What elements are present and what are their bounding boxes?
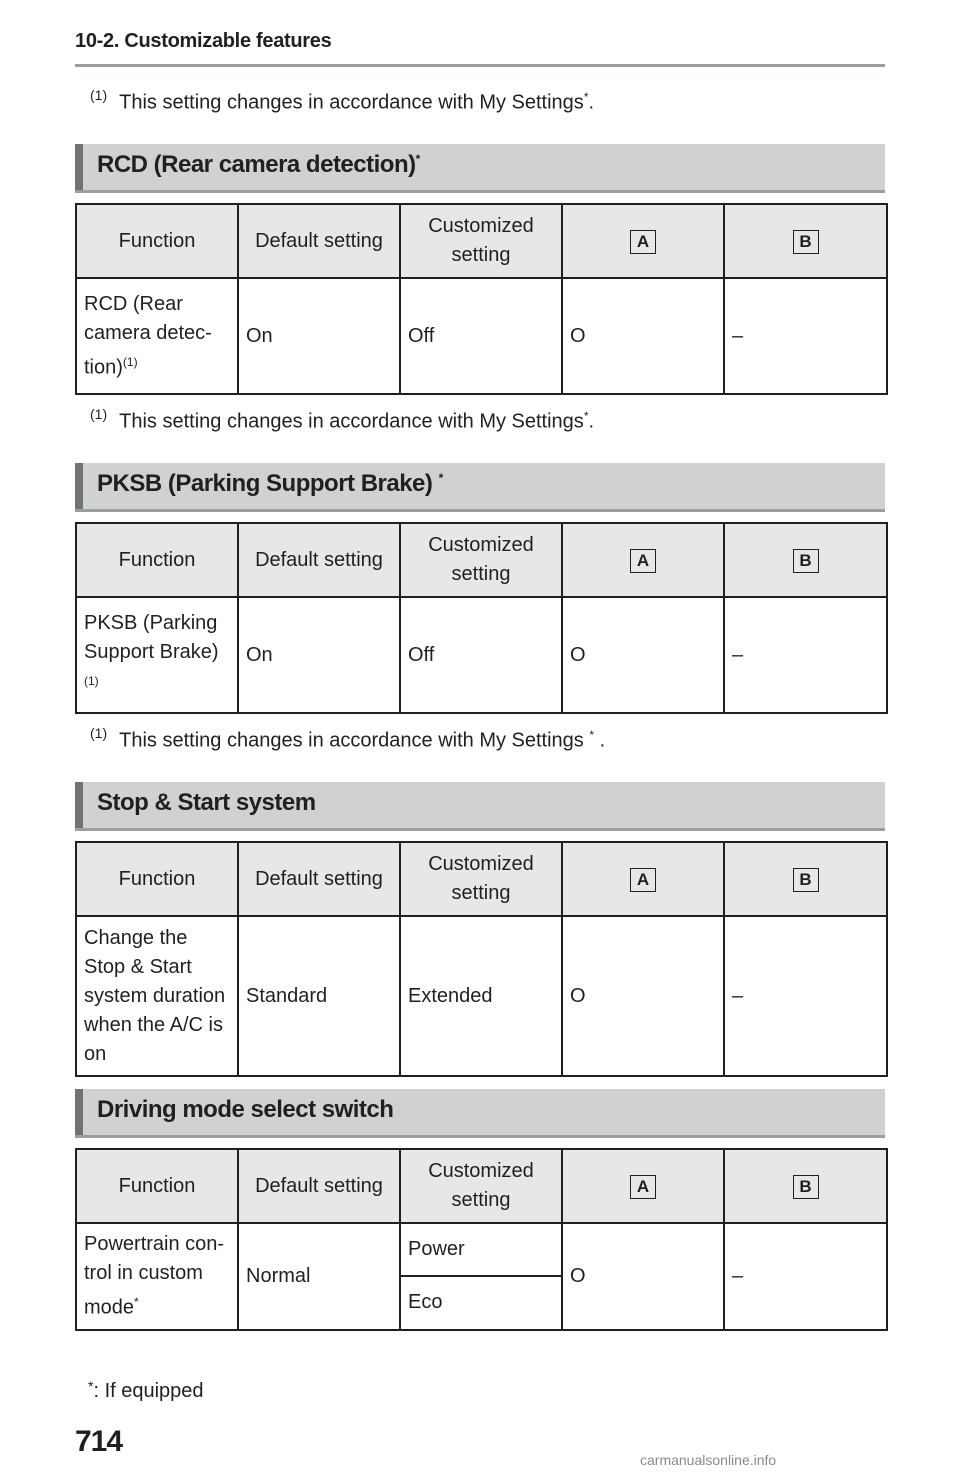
label-a-box: A <box>630 230 656 254</box>
table-row <box>76 597 887 713</box>
col-function: Function <box>76 842 238 916</box>
cell-b: – <box>724 597 887 713</box>
note-period: . <box>588 91 595 114</box>
footnote-star: * <box>88 1378 94 1394</box>
table-header-row <box>76 842 887 916</box>
title-star: * <box>415 152 420 166</box>
note-mark: (1) <box>90 725 108 741</box>
section-title <box>97 151 420 179</box>
cell-default: On <box>238 597 400 713</box>
cell-a: O <box>562 1223 724 1330</box>
section-header-pksb <box>75 463 885 512</box>
label-b-box: B <box>793 868 819 892</box>
col-function: Function <box>76 1149 238 1223</box>
table-header-row <box>76 204 887 278</box>
function-text: Powertrain con-trol in custom mode <box>84 1233 225 1319</box>
label-b-box: B <box>793 1175 819 1199</box>
col-default-setting: Default setting <box>238 523 400 597</box>
col-customized-setting: Customized setting <box>400 842 562 916</box>
note-my-settings-top <box>90 87 595 115</box>
section-title: Driving mode select switch <box>97 1096 394 1123</box>
note-text: This setting changes in accordance with My Settings <box>119 91 584 114</box>
table-row <box>76 1223 887 1276</box>
running-header: 10-2. Customizable features <box>75 30 332 52</box>
function-star: * <box>134 1295 139 1309</box>
col-b <box>724 523 887 597</box>
cell-a: O <box>562 597 724 713</box>
col-default-setting: Default setting <box>238 204 400 278</box>
section-header-rcd <box>75 144 885 193</box>
col-default-setting: Default setting <box>238 842 400 916</box>
col-a <box>562 842 724 916</box>
cell-function: Change the Stop & Start system duration when the A/C is on <box>76 916 238 1076</box>
cell-customized-eco: Eco <box>400 1276 562 1329</box>
section-title-text: RCD (Rear camera detection) <box>97 151 416 178</box>
header-rule <box>75 64 885 67</box>
page-number: 714 <box>75 1425 123 1458</box>
table-header-row <box>76 523 887 597</box>
section-title <box>97 470 443 498</box>
col-function: Function <box>76 204 238 278</box>
cell-customized-power: Power <box>400 1223 562 1276</box>
cell-function <box>76 1223 238 1330</box>
note-period: . <box>594 729 606 752</box>
table-row <box>76 278 887 394</box>
col-customized-setting: Customized setting <box>400 1149 562 1223</box>
cell-a: O <box>562 916 724 1076</box>
note-text: This setting changes in accordance with My Settings <box>119 410 584 433</box>
col-default-setting: Default setting <box>238 1149 400 1223</box>
table-pksb <box>75 522 888 714</box>
cell-b: – <box>724 916 887 1076</box>
footnote-text: : If equipped <box>93 1380 204 1402</box>
table-rcd <box>75 203 888 395</box>
function-text: RCD (Rear camera detec-tion) <box>84 292 212 379</box>
col-customized-setting: Customized setting <box>400 204 562 278</box>
cell-a: O <box>562 278 724 394</box>
col-customized-setting: Customized setting <box>400 523 562 597</box>
note-my-settings-rcd <box>90 406 595 434</box>
section-title-text: PKSB (Parking Support Brake) <box>97 470 439 497</box>
table-header-row <box>76 1149 887 1223</box>
label-a-box: A <box>630 868 656 892</box>
function-mark: (1) <box>84 673 99 688</box>
cell-function <box>76 278 238 394</box>
cell-customized: Extended <box>400 916 562 1076</box>
cell-b: – <box>724 278 887 394</box>
title-star: * <box>438 471 443 485</box>
cell-customized: Off <box>400 278 562 394</box>
cell-function <box>76 597 238 713</box>
table-driving-mode <box>75 1148 888 1331</box>
label-a-box: A <box>630 549 656 573</box>
note-star: * <box>583 409 589 423</box>
watermark: carmanualsonline.info <box>640 1452 777 1468</box>
note-mark: (1) <box>90 87 108 103</box>
col-b <box>724 1149 887 1223</box>
section-header-stop-start <box>75 782 885 831</box>
table-row <box>76 916 887 1076</box>
label-b-box: B <box>793 230 819 254</box>
cell-customized: Off <box>400 597 562 713</box>
table-stop-start <box>75 841 888 1077</box>
cell-default: Normal <box>238 1223 400 1330</box>
footnote-if-equipped <box>88 1380 204 1403</box>
cell-default: On <box>238 278 400 394</box>
col-b <box>724 842 887 916</box>
label-b-box: B <box>793 549 819 573</box>
section-header-driving-mode <box>75 1089 885 1138</box>
col-a <box>562 1149 724 1223</box>
note-star: * <box>583 90 589 104</box>
cell-b: – <box>724 1223 887 1330</box>
col-function: Function <box>76 523 238 597</box>
note-mark: (1) <box>90 406 108 422</box>
label-a-box: A <box>630 1175 656 1199</box>
col-b <box>724 204 887 278</box>
function-text: PKSB (Parking Support Brake) <box>84 611 219 663</box>
note-my-settings-pksb <box>90 725 606 753</box>
col-a <box>562 523 724 597</box>
section-title: Stop & Start system <box>97 789 316 816</box>
function-mark: (1) <box>122 354 138 369</box>
note-period: . <box>588 410 595 433</box>
note-text: This setting changes in accordance with My Settings <box>119 729 584 752</box>
cell-default: Standard <box>238 916 400 1076</box>
col-a <box>562 204 724 278</box>
note-star: * <box>589 728 595 742</box>
